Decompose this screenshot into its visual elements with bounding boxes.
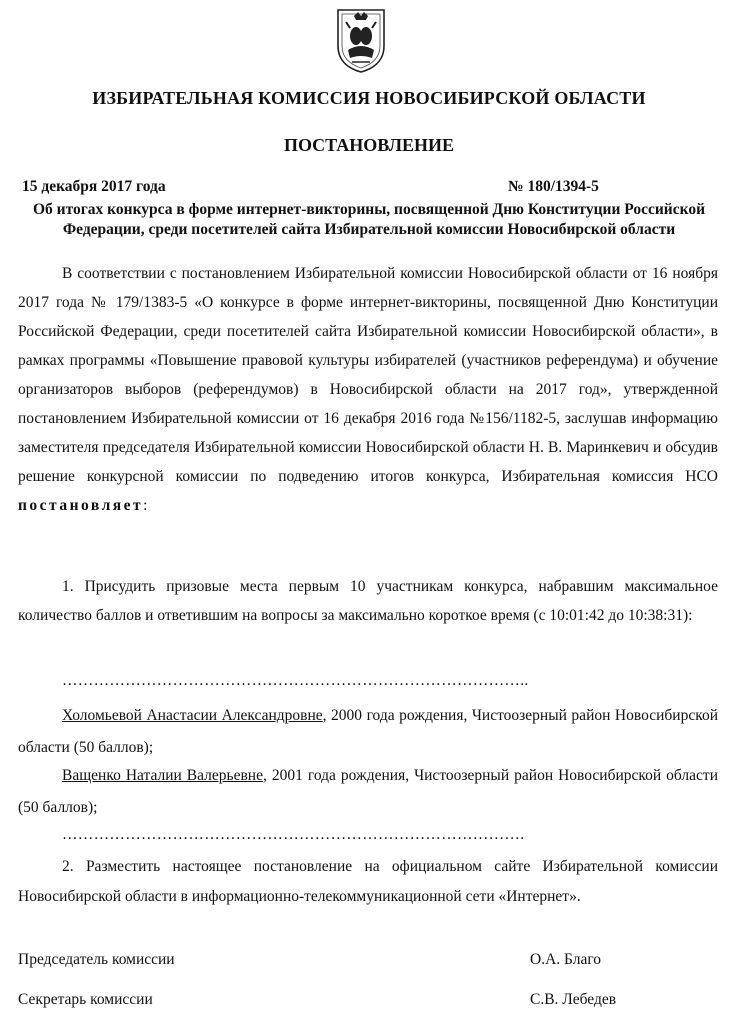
winner-entry: [18, 760, 718, 824]
document-subject: Об итогах конкурса в форме интернет-викторины, посвященной Дню Конституции Российской Федерации, среди посетителей сайта Избирательной комиссии Новосибирской области: [32, 201, 706, 238]
document-date: 15 декабря 2017 года: [22, 178, 166, 195]
preamble-paragraph: [18, 259, 718, 520]
organization-title: ИЗБИРАТЕЛЬНАЯ КОМИССИЯ НОВОСИБИРСКОЙ ОБЛАСТИ: [92, 88, 646, 108]
chair-role: Председатель комиссии: [18, 951, 175, 968]
secretary-name: С.В. Лебедев: [530, 991, 617, 1008]
coat-of-arms-icon: [334, 6, 388, 74]
chair-name: О.А. Благо: [530, 951, 602, 968]
winner-details: , 2000 года рождения, Чистоозерный район Новосибирской области (50 баллов);: [18, 707, 718, 756]
winner-name: Холомьевой Анастасии Александровне: [62, 707, 323, 724]
resolves-colon: :: [143, 497, 148, 514]
omission-dots-bottom: …………………………………………………………………………….: [62, 826, 525, 843]
preamble-text: В соответствии с постановлением Избирательной комиссии Новосибирской области от 16 ноября 2017 года № 179/1383-5 «О конкурсе в форме интернет-викторины, посвященной Дню Конституции Российской Федерации, среди посетителей сайта Избирательной комиссии Новосибирской области», в рамках программы «Повышение правовой культуры избирателей (участников референдума) и обучение организаторов выборов (референдумов) в Новосибирской области на 2017 год», утвержденной постановлением Избирательной комиссии от 16 декабря 2016 года №156/1182-5, заслушав информацию заместителя председателя Избирательной комиссии Новосибирской области Н. В. Маринкевич и обсудив решение конкурсной комиссии по подведению итогов конкурса, Избирательная комиссия НСО: [18, 265, 718, 485]
resolves-keyword: постановляет: [18, 497, 144, 514]
omission-dots-top: ……………………………………………………………………………..: [62, 672, 529, 689]
item-2-paragraph: 2. Разместить настоящее постановление на официальном сайте Избирательной комиссии Новосибирской области в информационно-телекоммуникационной сети «Интернет».: [18, 858, 718, 905]
document-number: № 180/1394-5: [508, 178, 599, 195]
document-type: ПОСТАНОВЛЕНИЕ: [283, 135, 455, 155]
secretary-role: Секретарь комиссии: [18, 991, 153, 1008]
winner-entry: [18, 700, 718, 764]
item-1-paragraph: 1. Присудить призовые места первым 10 участникам конкурса, набравшим максимальное количество баллов и ответившим на вопросы за максимально короткое время (с 10:01:42 до 10:38:31):: [18, 578, 718, 624]
winner-details: , 2001 года рождения, Чистоозерный район Новосибирской области (50 баллов);: [18, 767, 718, 816]
winner-name: Ващенко Наталии Валерьевне: [62, 767, 263, 784]
